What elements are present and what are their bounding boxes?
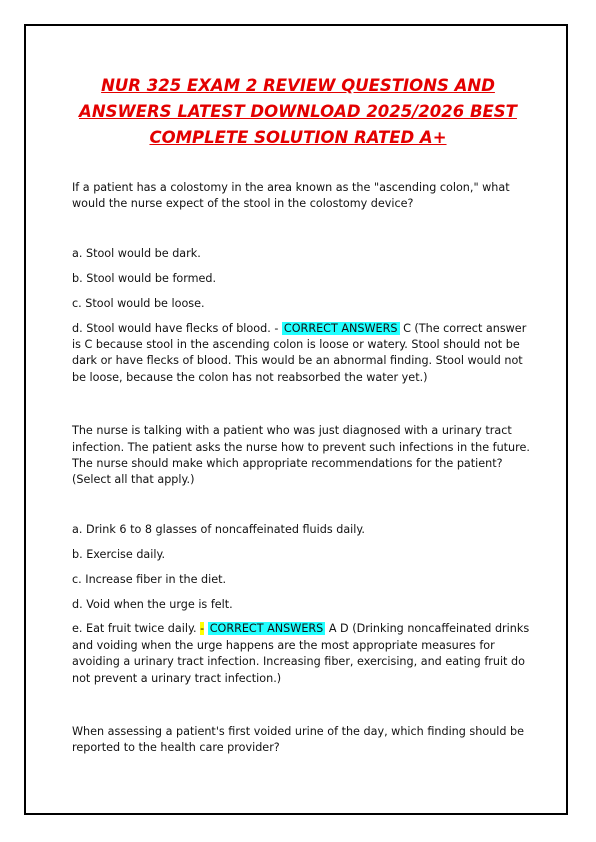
question-2-option-e: e. Eat fruit twice daily.	[72, 622, 197, 636]
question-1-answer: C (The correct answer is C because stool in the ascending colon is loose or watery. Stool should not be dark or have flecks of blood. This would be an abnormal finding. Stool would not be loose, because the colon has not reabsorbed the water yet.)	[72, 321, 527, 384]
question-2-answer-block	[72, 621, 532, 687]
question-1-option-c: c. Stool would be loose.	[72, 296, 205, 310]
question-2-option-b: b. Exercise daily.	[72, 547, 166, 561]
question-1-option-b: b. Stool would be formed.	[72, 271, 217, 285]
question-2-separator: -	[200, 622, 205, 636]
question-2-answer: A D (Drinking noncaffeinated drinks and voiding when the urge happens are the most appropriate measures for avoiding a urinary tract infection. Increasing fiber, exercising, and eating fruit do not prevent a urinary tract infection.)	[72, 622, 530, 685]
question-1-option-d: d. Stool would have flecks of blood.	[72, 321, 271, 335]
question-1: If a patient has a colostomy in the area known as the "ascending colon," what would the nurse expect of the stool in the colostomy device?	[72, 181, 510, 211]
document-title: NUR 325 EXAM 2 REVIEW QUESTIONS AND ANSWERS LATEST DOWNLOAD 2025/2026 BEST COMPLETE SOLUTION RATED A+	[79, 76, 517, 147]
correct-answers-label: CORRECT ANSWERS	[209, 622, 324, 636]
document-body	[72, 180, 532, 790]
question-1-answer-block	[72, 321, 532, 387]
question-2-option-a: a. Drink 6 to 8 glasses of noncaffeinated fluids daily.	[72, 522, 365, 536]
question-1-separator: -	[270, 321, 282, 335]
question-2-option-d: d. Void when the urge is felt.	[72, 597, 233, 611]
question-1-option-a: a. Stool would be dark.	[72, 246, 201, 260]
question-3: When assessing a patient's first voided urine of the day, which finding should be reported to the health care provider?	[72, 725, 525, 755]
question-2: The nurse is talking with a patient who was just diagnosed with a urinary tract infection. The patient asks the nurse how to prevent such infections in the future. The nurse should make which appropriate recommendations for the patient? (Select all that apply.)	[72, 424, 530, 487]
question-2-option-c: c. Increase fiber in the diet.	[72, 572, 227, 586]
correct-answers-label: CORRECT ANSWERS	[283, 321, 398, 335]
